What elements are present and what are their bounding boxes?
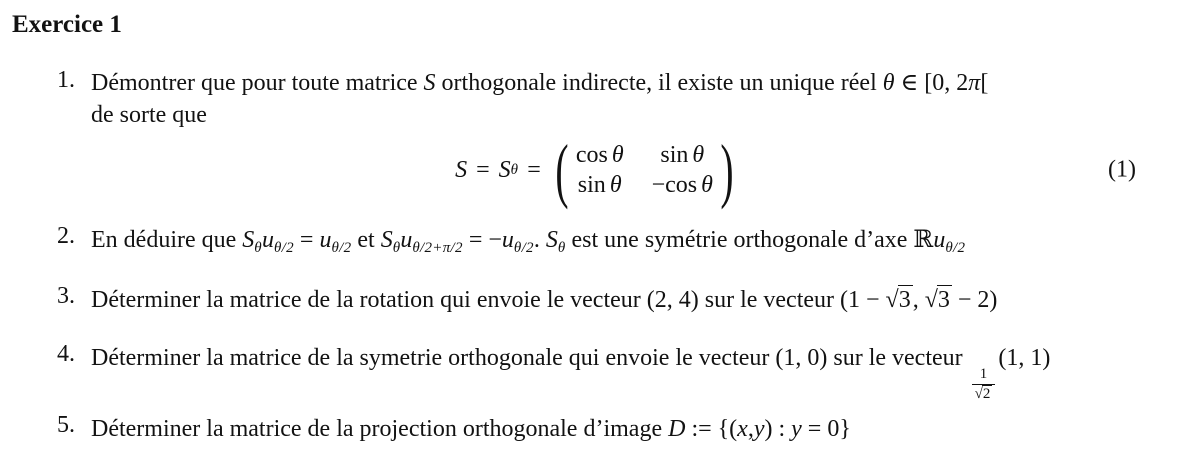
item-1-content — [91, 67, 988, 131]
math-var-S: S — [423, 70, 436, 96]
matrix-cell-11 — [576, 140, 624, 170]
text-run: sur le vecteur — [827, 345, 969, 371]
matrix-cell-21 — [578, 170, 622, 200]
math-run: (1 − — [840, 287, 886, 313]
sqrt-3 — [886, 287, 913, 313]
math-var-S: S — [380, 227, 393, 253]
sin-fn: sin — [577, 172, 606, 198]
math-var-u: u — [501, 227, 514, 253]
math-var-S-theta: S — [498, 156, 511, 183]
math-run: ) : — [764, 416, 792, 442]
math-var-x: x — [737, 416, 748, 442]
math-var-theta: θ — [611, 142, 624, 168]
math-run: , — [912, 287, 925, 313]
math-run: = 0} — [801, 416, 851, 442]
sin-fn: sin — [660, 142, 689, 168]
math-blackboard-R: ℝ — [913, 227, 934, 253]
matrix-2x2 — [550, 130, 739, 210]
text-run: En déduire que — [91, 227, 243, 253]
math-var-S: S — [545, 227, 558, 253]
math-var-y: y — [791, 416, 802, 442]
fraction-denominator — [972, 384, 996, 403]
math-run: := {( — [685, 416, 738, 442]
text-run: Déterminer la matrice de la rotation qui envoie le vecteur — [91, 287, 647, 313]
sqrt-3 — [925, 287, 952, 313]
math-run: = − — [462, 227, 502, 253]
text-run: Démontrer que pour toute matrice — [91, 70, 424, 96]
fraction-numerator: 1 — [979, 366, 988, 382]
math-var-theta: θ — [692, 142, 705, 168]
text-run: . — [533, 227, 546, 253]
math-run: = — [293, 227, 320, 253]
math-var-S: S — [242, 227, 255, 253]
item-4-content — [91, 341, 1050, 402]
math-var-y: y — [753, 416, 765, 442]
math-run: ∈ [0, 2 — [894, 70, 969, 96]
exercise-item-1 — [57, 67, 1194, 131]
radicand: 2 — [982, 385, 991, 402]
radical-sign: √ — [885, 287, 899, 313]
text-run: est une symétrie orthogonale d’axe — [565, 227, 914, 253]
cos-fn: cos — [575, 142, 608, 168]
minus-sign: − — [651, 172, 666, 198]
text-run: Déterminer la matrice de la projection orthogonale d’image — [91, 416, 669, 442]
equation-1 — [0, 131, 1194, 209]
cos-fn: cos — [665, 172, 698, 198]
math-var-theta: θ — [609, 172, 622, 198]
equation-body: S = S θ = ( cos θ sin θ sin θ −cos θ ) — [455, 134, 739, 206]
exercise-item-3 — [57, 283, 1194, 317]
math-var-D: D — [668, 416, 686, 442]
radicand: 3 — [898, 287, 911, 313]
math-var-S: S — [455, 156, 468, 183]
item-5-number: 5. — [57, 412, 75, 438]
math-vector: (2, 4) — [646, 287, 699, 313]
subscript: θ/2 — [513, 240, 534, 256]
matrix-cells — [576, 140, 713, 200]
fraction-one-over-sqrt2 — [972, 366, 996, 402]
math-var-u: u — [319, 227, 332, 253]
math-var-u: u — [400, 227, 413, 253]
equals-sign: = — [476, 156, 490, 183]
exercise-title: Exercice 1 — [12, 11, 122, 38]
radical-sign: √ — [924, 287, 938, 313]
item-2-content — [91, 223, 965, 257]
math-var-u: u — [933, 227, 946, 253]
left-paren: ( — [555, 130, 569, 210]
subscript: θ/2 — [273, 240, 294, 256]
text-run: Déterminer la matrice de la symetrie orthogonale qui envoie le vecteur — [91, 345, 776, 371]
subscript: θ — [254, 240, 262, 256]
equation-number: (1) — [1108, 156, 1136, 183]
exercise-item-4 — [57, 341, 1194, 402]
matrix-cell-22 — [652, 170, 713, 200]
item-1-line-1 — [91, 67, 988, 99]
item-1-line-2: de sorte que — [91, 102, 207, 128]
math-run: [ — [980, 70, 989, 96]
matrix-cell-12 — [660, 140, 704, 170]
math-run: , — [747, 416, 754, 442]
math-var-theta: θ — [701, 172, 713, 198]
equals-sign: = — [527, 156, 541, 183]
item-2-number: 2. — [57, 223, 75, 249]
subscript: θ/2+π/2 — [412, 240, 463, 256]
item-3-number: 3. — [57, 283, 75, 309]
math-vector: (1, 0) — [775, 345, 828, 371]
math-var-pi: π — [968, 70, 981, 96]
subscript: θ/2 — [945, 240, 966, 256]
right-paren: ) — [720, 130, 734, 210]
exercise-item-2 — [57, 223, 1194, 257]
text-run: orthogonale indirecte, il existe un unique réel — [435, 70, 883, 96]
math-var-theta: θ — [882, 70, 895, 96]
text-run: et — [351, 227, 381, 253]
subscript: θ — [392, 240, 401, 256]
subscript: θ — [557, 240, 566, 256]
text-run: sur le vecteur — [698, 287, 841, 313]
math-vector: (1, 1) — [998, 345, 1051, 371]
radical-sign: √ — [974, 385, 983, 402]
subscript: θ/2 — [331, 240, 352, 256]
radicand: 3 — [937, 287, 950, 313]
item-1-number: 1. — [57, 67, 75, 93]
math-var-u: u — [261, 227, 274, 253]
item-4-number: 4. — [57, 341, 75, 367]
item-3-content — [91, 283, 997, 317]
math-run: − 2) — [951, 287, 998, 313]
exercise-item-5 — [57, 412, 1194, 446]
item-5-content — [91, 412, 851, 446]
